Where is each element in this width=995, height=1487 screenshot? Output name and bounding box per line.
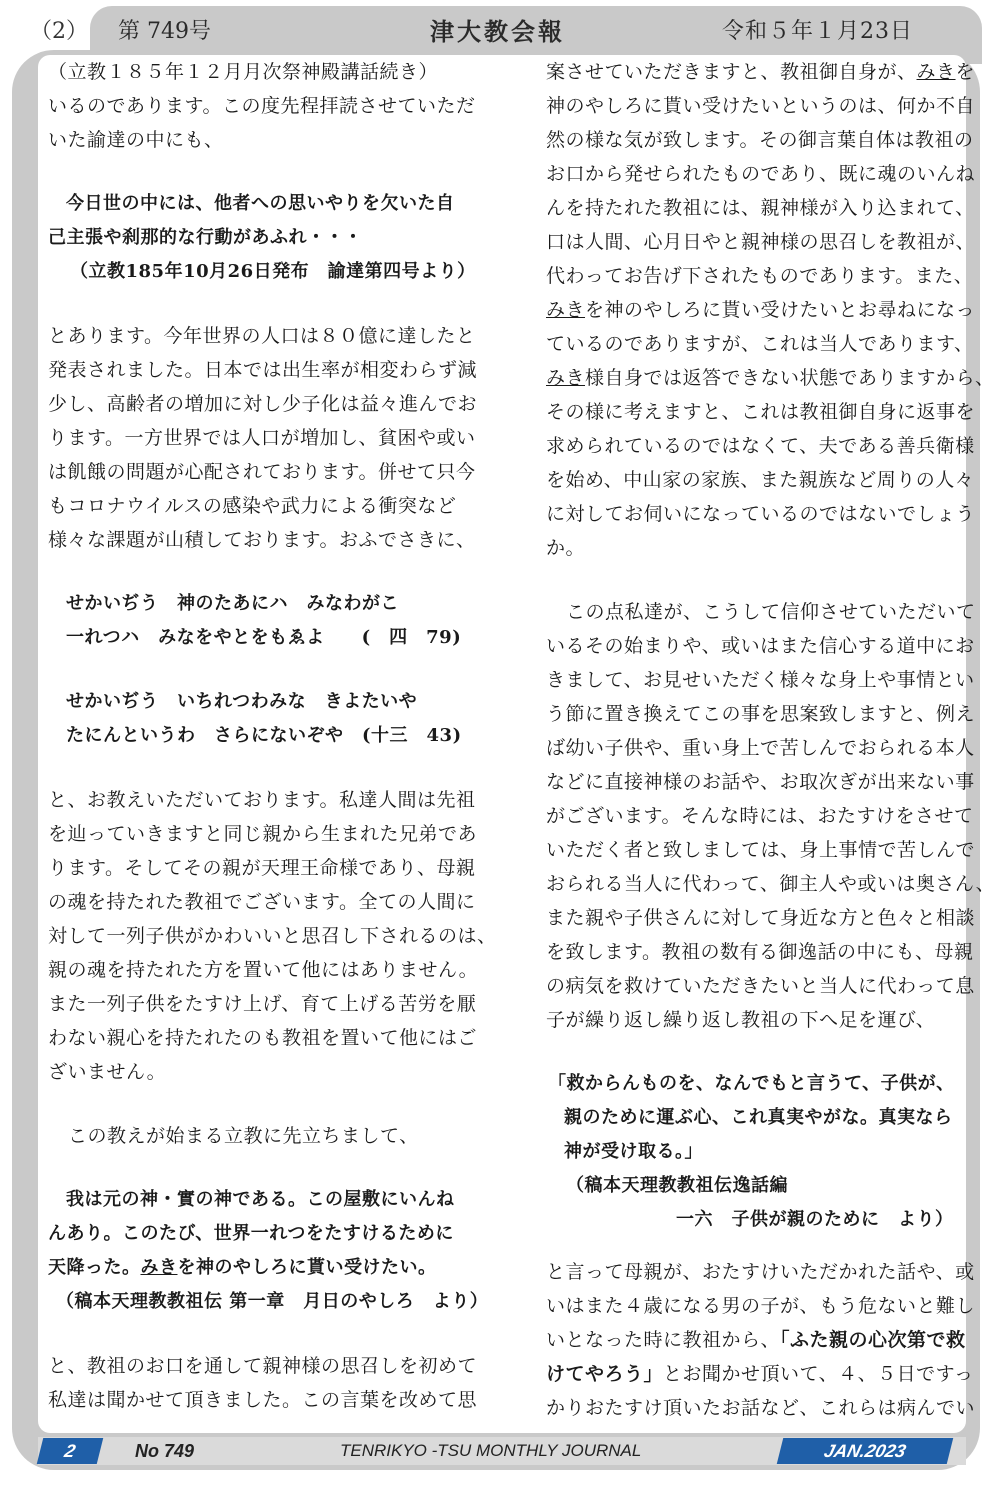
quote-line: んあり。このたび、世界一れつをたすけるために [48, 1223, 454, 1244]
text-line: がございます。そんな時には、おたすけをさせて [546, 805, 974, 827]
quote-source: （稿本天理教教祖伝 第一章 月日のやしろ より） [56, 1291, 489, 1312]
verse-line: 一れつハ みなをやとをもゑよ ( 四 79) [66, 627, 462, 648]
text-line: とあります。今年世界の人口は８０億に達したと [48, 325, 476, 347]
text-line: 然の様な気が致します。その御言葉自体は教祖の [546, 129, 974, 151]
quote-line: 我は元の神・實の神である。この屋敷にいんね [66, 1189, 455, 1210]
right-column [546, 55, 995, 1425]
text-line: か。 [546, 537, 586, 559]
text-line: の魂を持たれた教祖でございます。全ての人間に [48, 891, 476, 913]
footer-issue: No 749 [135, 1441, 195, 1461]
quote-line: 親のために運ぶ心、これ真実やがな。真実なら [564, 1107, 953, 1128]
text-line: は飢餓の問題が心配されております。併せて只今 [48, 461, 476, 483]
text-line: また親や子供さんに対して身近な方と色々と相談 [546, 907, 976, 929]
text-line: きまして、お見せいただく様々な身上や事情とい [546, 669, 975, 691]
series-note: （立教１８５年１２月月次祭神殿講話続き） [48, 61, 439, 83]
footer-journal-title: TENRIKYO -TSU MONTHLY JOURNAL [340, 1441, 642, 1460]
text-line: いはまた４歳になる男の子が、もう危ないと難し [546, 1295, 976, 1317]
text-line [546, 1323, 986, 1357]
quote-line [48, 1251, 488, 1285]
text-line: 少し、高齢者の増加に対し少子化は益々進んでお [48, 393, 478, 415]
text-line: おられる当人に代わって、御主人や或いは奥さん、 [546, 873, 995, 895]
quote-segment: を神のやしろに貰い受けたい。 [177, 1257, 437, 1278]
text-line: その様に考えますと、これは教祖御自身に返事を [546, 401, 976, 423]
text-line [546, 293, 986, 327]
text-line: いた諭達の中にも、 [48, 129, 224, 151]
text-line: の病気を救けていただきたいと当人に代わって息 [546, 975, 975, 997]
quote-line: 「救からんものを、なんでもと言うて、子供が、 [548, 1073, 955, 1094]
text-line: を始め、中山家の家族、また親族など周りの人々 [546, 469, 975, 491]
text-line: ざいません。 [48, 1061, 167, 1083]
text-line: ります。そしてその親が天理王命様であり、母親 [48, 857, 476, 879]
text-line: 親の魂を持たれた方を置いて他にはありません。 [48, 959, 479, 981]
issue-date: 令和５年１月23日 [722, 19, 913, 44]
text-segment: とお聞かせ頂いて、４、５日ですっ [663, 1363, 974, 1385]
text-line: ば幼い子供や、重い身上で苦しんでおられる本人 [546, 737, 975, 759]
text-line: いただく者と致しましては、身上事情で苦しんで [546, 839, 976, 861]
text-line: お口から発せられたものであり、既に魂のいんね [546, 163, 976, 185]
text-line: んを持たれた教祖には、親神様が入り込まれて、 [546, 197, 975, 219]
text-line: わない親心を持たれたのも教祖を置いて他にはご [48, 1027, 478, 1049]
text-segment: いとなった時に教祖から、 [546, 1329, 781, 1351]
text-segment: を神のやしろに貰い受けたいとお尋ねになっ [585, 299, 976, 321]
article-body [38, 55, 995, 1433]
quote-line: 神が受け取る。」 [564, 1141, 703, 1162]
text-line: う節に置き換えてこの事を思案致しますと、例え [546, 703, 976, 725]
text-line: などに直接神様のお話や、お取次ぎが出来ない事 [546, 771, 975, 793]
text-line: と、教祖のお口を通して親神様の思召しを初めて [48, 1355, 478, 1377]
page-tag: （2） [30, 19, 88, 44]
underlined-name: みき [140, 1257, 178, 1278]
text-line: この点私達が、こうして信仰させていただいて [566, 601, 976, 623]
text-line: もコロナウイルスの感染や武力による衝突など [48, 495, 457, 517]
underlined-name: みき [546, 299, 586, 321]
text-line: 私達は聞かせて頂きました。この言葉を改めて思 [48, 1389, 478, 1411]
text-line: を辿っていきますと同じ親から生まれた兄弟であ [48, 823, 478, 845]
text-line: また一列子供をたすけ上げ、育て上げる苦労を厭 [48, 993, 477, 1015]
quote-line: 己主張や刹那的な行動があふれ・・・ [48, 227, 363, 248]
text-line: と言って母親が、おたすけいただかれた話や、或 [546, 1261, 975, 1283]
text-line: いるその始まりや、或いはまた信心する道中にお [546, 635, 975, 657]
text-line: この教えが始まる立教に先立ちまして、 [68, 1125, 419, 1147]
text-segment: 案させていただきますと、教祖御自身が、 [546, 61, 917, 83]
text-line: 神のやしろに貰い受けたいというのは、何か不自 [546, 95, 976, 117]
text-line: ているのでありますが、これは当人であります、 [546, 333, 974, 355]
footer-page-number: 2 [37, 1438, 103, 1464]
underlined-name: みき [916, 61, 956, 83]
quote-inline: けてやろう」 [546, 1363, 664, 1385]
verse-line: せかいぢう いちれつわみな きよたいや [66, 691, 418, 712]
text-line: 口は人間、心月日やと親神様の思召しを教祖が、 [546, 231, 976, 253]
quote-line: 今日世の中には、他者への思いやりを欠いた自 [66, 193, 455, 214]
text-line: 様々な課題が山積しております。おふでさきに、 [48, 529, 476, 551]
text-line: を致します。教祖の数有る御逸話の中にも、母親 [546, 941, 974, 963]
text-line: 発表されました。日本では出生率が相変わらず減 [48, 359, 478, 381]
quote-inline: 「ふた親の心次第で救 [780, 1329, 966, 1351]
quote-source: （立教185年10月26日発布 諭達第四号より） [70, 261, 476, 282]
text-line: かりおたすけ頂いたお話など、これらは病んでい [546, 1397, 976, 1419]
text-line: 子が繰り返し繰り返し教祖の下へ足を運び、 [546, 1009, 936, 1031]
text-segment: を [955, 61, 976, 83]
newsletter-title: 津大教会報 [430, 17, 565, 46]
text-line: いるのであります。この度先程拝読させていただ [48, 95, 476, 117]
text-line: と、お教えいただいております。私達人間は先祖 [48, 789, 476, 811]
quote-source: （稿本天理教教祖伝逸話編 [566, 1175, 788, 1196]
quote-source: 一六 子供が親のために より） [676, 1209, 954, 1230]
quote-segment: 天降った。 [48, 1257, 141, 1278]
issue-number: 第 749号 [118, 19, 211, 44]
text-line: に対してお伺いになっているのではないでしょう [546, 503, 976, 525]
text-segment: 様自身では返答できない状態でありますから、 [585, 367, 995, 389]
underlined-name: みき [546, 367, 586, 389]
footer-date: JAN.2023 [777, 1438, 953, 1464]
text-line: 対して一列子供がかわいいと思召し下されるのは、 [48, 925, 497, 947]
verse-line: たにんというわ さらにないぞや (十三 43) [66, 725, 462, 746]
text-line [546, 361, 995, 395]
text-line [546, 55, 986, 89]
text-line: 代わってお告げ下されたものであります。また、 [546, 265, 974, 287]
verse-line: せかいぢう 神のたあにハ みなわがこ [66, 593, 399, 614]
text-line: 求められているのではなくて、夫である善兵衛様 [546, 435, 975, 457]
text-line: ります。一方世界では人口が増加し、貧困や或い [48, 427, 476, 449]
left-column [48, 55, 497, 1417]
text-line [546, 1357, 986, 1391]
